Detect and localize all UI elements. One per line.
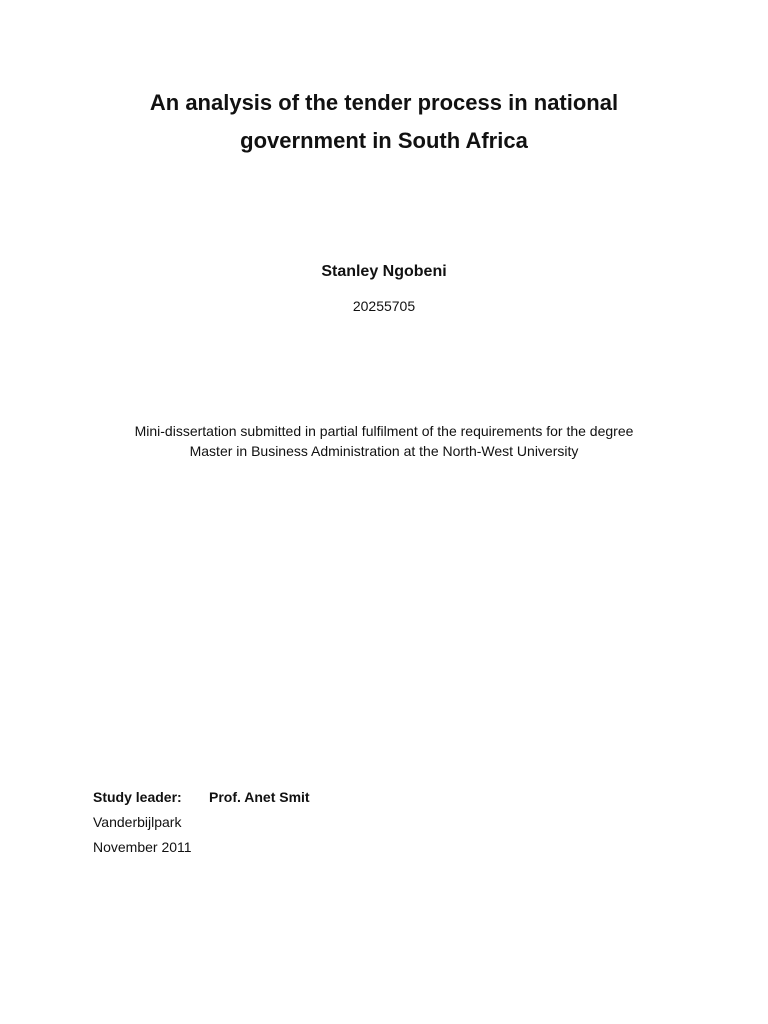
title-line-2: government in South Africa [240, 128, 528, 153]
place: Vanderbijlpark [93, 814, 182, 830]
submission-line-1: Mini-dissertation submitted in partial fulfilment of the requirements for the degree [134, 423, 634, 439]
submission-date: November 2011 [93, 839, 192, 855]
submission-line-2: Master in Business Administration at the North-West University [189, 443, 579, 459]
study-leader-name: Prof. Anet Smit [209, 789, 310, 805]
author-name: Stanley Ngobeni [321, 263, 447, 280]
study-leader-label: Study leader: [93, 789, 182, 805]
study-leader [93, 786, 310, 808]
submission-statement [0, 421, 768, 461]
title-line-1: An analysis of the tender process in national [149, 90, 619, 115]
dissertation-title [0, 84, 768, 160]
student-number: 20255705 [352, 298, 416, 314]
